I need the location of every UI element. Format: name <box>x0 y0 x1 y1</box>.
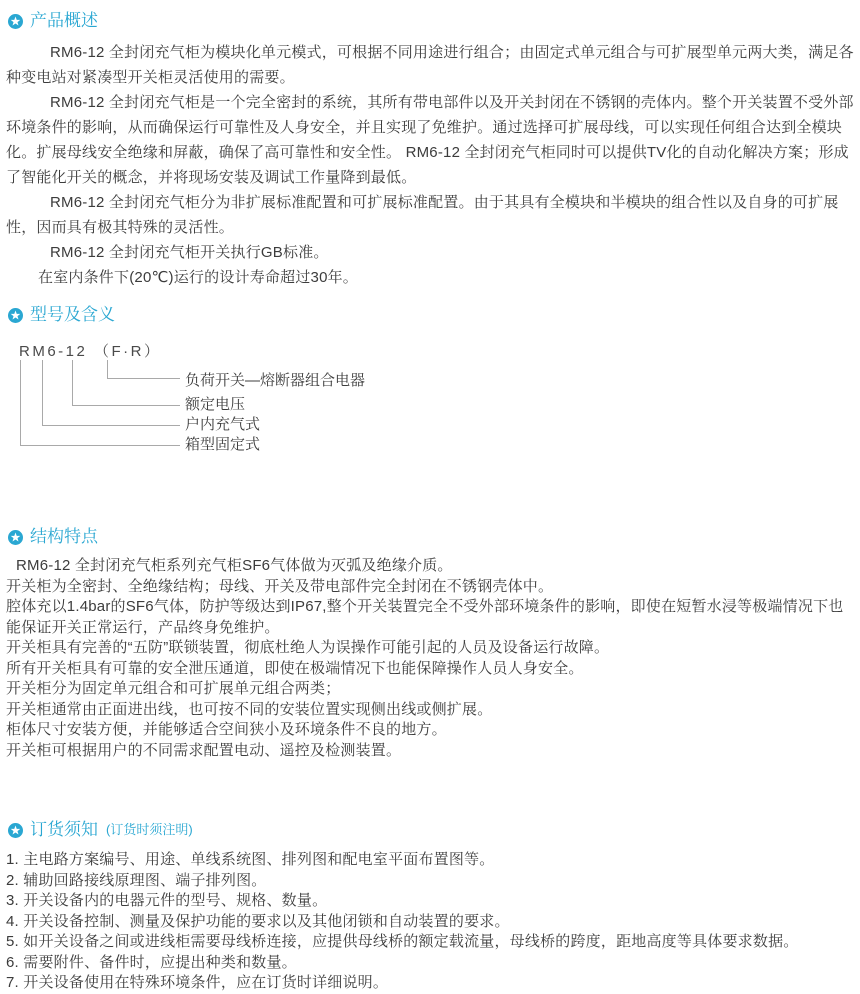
star-bullet-icon <box>8 823 23 838</box>
overview-paragraph: RM6-12 全封闭充气柜为模块化单元模式，可根据不同用途进行组合；由固定式单元组合与可扩展型单元两大类，满足各种变电站对紧凑型开关柜灵活使用的需要。 <box>6 44 854 86</box>
section-title-ordering: 订货须知 <box>30 820 98 839</box>
star-bullet-icon <box>8 14 23 29</box>
model-meaning-label: 负荷开关—熔断器组合电器 <box>185 372 366 389</box>
section-header-overview <box>8 10 854 32</box>
overview-paragraph: 在室内条件下(20℃)运行的设计寿命超过30年。 <box>38 269 359 286</box>
section-header-ordering <box>8 819 854 841</box>
ordering-item: 7. 开关设备使用在特殊环境条件，应在订货时详细说明。 <box>6 974 389 991</box>
feature-line: 所有开关柜具有可靠的安全泄压通道，即使在极端情况下也能保障操作人员人身安全。 <box>6 659 584 677</box>
overview-paragraph: RM6-12 全封闭充气柜开关执行GB标准。 <box>50 244 329 261</box>
feature-line: 开关柜具有完善的“五防”联锁装置，彻底杜绝人为误操作可能引起的人员及设备运行故障。 <box>6 639 610 656</box>
feature-line: 开关柜通常由正面进出线，也可按不同的安装位置实现侧出线或侧扩展。 <box>6 700 493 718</box>
feature-line: 腔体充以1.4bar的SF6气体，防护等级达到IP67,整个开关装置完全不受外部环境条件的影响，即使在短暂水浸等极端情况下也能保证开关正常运行，产品终身免维护。 <box>6 598 844 636</box>
ordering-item: 1. 主电路方案编号、用途、单线系统图、排列图和配电室平面布置图等。 <box>6 851 495 868</box>
model-meaning-label: 户内充气式 <box>185 416 261 433</box>
feature-line: RM6-12 全封闭充气柜系列充气柜SF6气体做为灭弧及绝缘介质。 <box>16 557 453 574</box>
leader-line-horizontal <box>107 378 180 379</box>
model-meaning-label: 额定电压 <box>185 396 246 413</box>
feature-line: 开关柜可根据用户的不同需求配置电动、遥控及检测装置。 <box>6 741 402 759</box>
section-header-features <box>8 526 854 548</box>
ordering-item: 4. 开关设备控制、测量及保护功能的要求以及其他闭锁和自动装置的要求。 <box>6 912 510 930</box>
feature-line: 开关柜分为固定单元组合和可扩展单元组合两类； <box>6 680 341 697</box>
section-header-model <box>8 304 854 326</box>
feature-line: 开关柜为全密封、全绝缘结构；母线、开关及带电部件完全封闭在不锈钢壳体中。 <box>6 577 554 595</box>
feature-line: 柜体尺寸安装方便，并能够适合空间狭小及环境条件不良的地方。 <box>6 721 447 738</box>
ordering-item: 6. 需要附件、备件时，应提出种类和数量。 <box>6 953 297 971</box>
ordering-item: 2. 辅助回路接线原理图、端子排列图。 <box>6 871 267 889</box>
leader-line-horizontal <box>72 405 180 406</box>
overview-paragraph: RM6-12 全封闭充气柜分为非扩展标准配置和可扩展标准配置。由于其具有全模块和半模块的组合性以及自身的可扩展性，因而具有极其特殊的灵活性。 <box>6 194 839 236</box>
model-meaning-label: 箱型固定式 <box>185 436 261 453</box>
overview-paragraph: RM6-12 全封闭充气柜是一个完全密封的系统，其所有带电部件以及开关封闭在不锈钢的壳体内。整个开关装置不受外部环境条件的影响，从而确保运行可靠性及人身安全，并且实现了免维护。通过选择可扩展母线，可以实现任何组合达到全模块化。扩展母线安全绝缘和屏蔽，确保了高可靠性和安全性。 RM6-12 全封闭充气柜同时可以提供TV化的自动化解决方案；形成了智能化开关的概念，并将现场安装及调试工作量降到最低。 <box>6 94 854 186</box>
features-body <box>6 556 854 761</box>
leader-line-vertical <box>20 360 21 445</box>
ordering-item: 5. 如开关设备之间或进线柜需要母线桥连接，应提供母线桥的额定载流量，母线桥的跨度，距地高度等具体要求数据。 <box>6 933 799 950</box>
model-code-diagram <box>6 340 854 458</box>
section-title-model: 型号及含义 <box>30 305 115 324</box>
section-subtitle-ordering: (订货时须注明) <box>106 822 193 837</box>
leader-line-horizontal <box>42 425 180 426</box>
leader-line-vertical <box>107 360 108 378</box>
section-title-features: 结构特点 <box>30 527 98 546</box>
section-title-overview: 产品概述 <box>30 11 98 30</box>
leader-line-vertical <box>72 360 73 405</box>
star-bullet-icon <box>8 308 23 323</box>
star-bullet-icon <box>8 530 23 545</box>
overview-body <box>6 40 854 290</box>
leader-line-horizontal <box>20 445 180 446</box>
model-code-text: RM6-12 （F·R） <box>19 343 162 360</box>
leader-line-vertical <box>42 360 43 425</box>
ordering-item: 3. 开关设备内的电器元件的型号、规格、数量。 <box>6 892 328 909</box>
